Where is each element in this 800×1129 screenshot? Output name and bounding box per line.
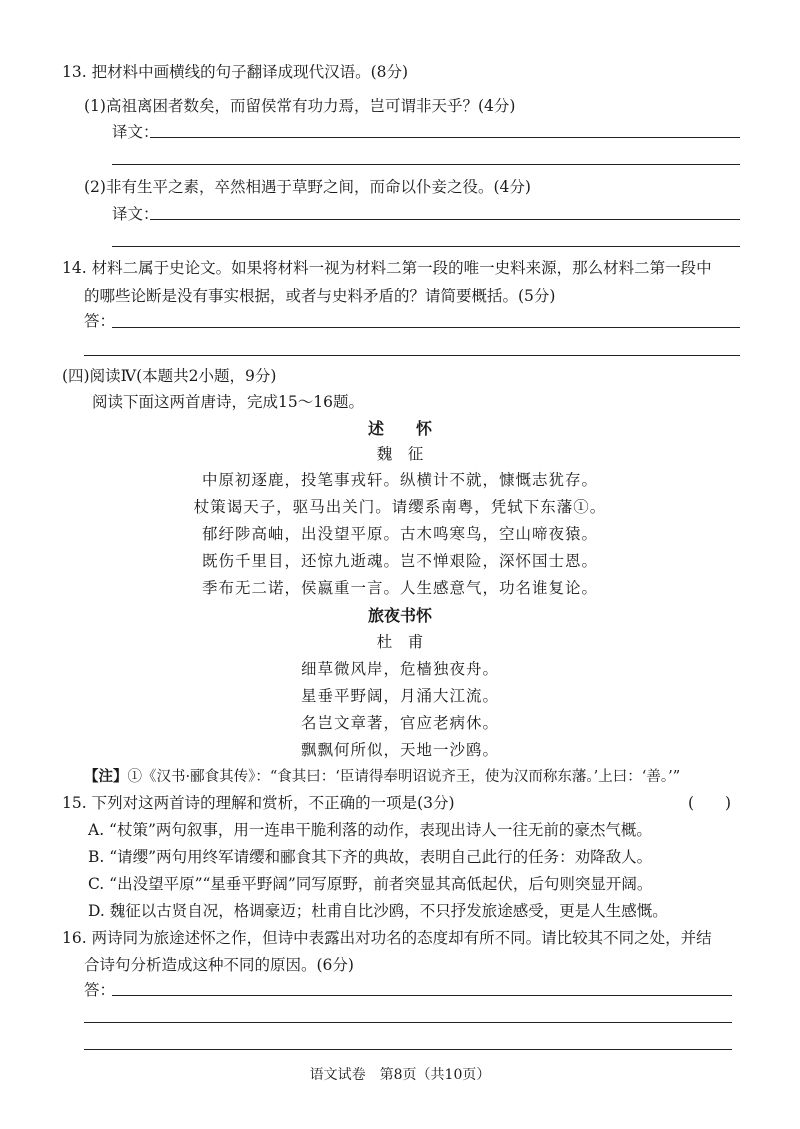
note-label: 【注】 bbox=[84, 768, 128, 785]
q16-stem-line2: 合诗句分析造成这种不同的原因。(6分) bbox=[84, 956, 354, 974]
q14-answer-line-1[interactable] bbox=[112, 327, 740, 328]
note bbox=[84, 765, 680, 786]
q13-part2-answer-line-2[interactable] bbox=[112, 246, 740, 247]
poem1-line-2: 杖策谒天子，驱马出关门。请缨系南粤，凭轼下东藩①。 bbox=[193, 498, 607, 516]
q15-option-a: A. “杖策”两句叙事，用一连串干脆利落的动作，表现出诗人一往无前的豪杰气概。 bbox=[88, 821, 652, 839]
poem2-line-3: 名岂文章著，官应老病休。 bbox=[300, 714, 499, 732]
q13-part2-answer-line-1[interactable] bbox=[150, 219, 740, 220]
q13-part2: (2)非有生平之素，卒然相遇于草野之间，而命以仆妾之役。(4分) bbox=[84, 178, 531, 196]
q16-answer-line-3[interactable] bbox=[84, 1049, 732, 1050]
q15-option-b: B. “请缨”两句用终军请缨和郦食其下齐的典故，表明自己此行的任务：劝降敌人。 bbox=[88, 848, 653, 866]
q15-answer-bracket[interactable]: ( ) bbox=[688, 794, 732, 812]
poem2-line-1: 细草微风岸，危樯独夜舟。 bbox=[300, 660, 499, 678]
poem1-line-4: 既伤千里目，还惊九逝魂。岂不惮艰险，深怀国士恩。 bbox=[201, 552, 598, 570]
q15-stem: 15. 下列对这两首诗的理解和赏析，不正确的一项是(3分) bbox=[62, 794, 455, 812]
poem2-line-2: 星垂平野阔，月涌大江流。 bbox=[300, 687, 499, 705]
q14-stem-line2: 的哪些论断是没有事实根据，或者与史料矛盾的？请简要概括。(5分) bbox=[84, 287, 556, 305]
q16-answer-line-2[interactable] bbox=[84, 1022, 732, 1023]
q16-answer-line-1[interactable] bbox=[112, 995, 732, 996]
poem2-author: 杜 甫 bbox=[376, 633, 424, 651]
q16-answer-label: 答： bbox=[84, 981, 116, 999]
q16-stem-line1: 16. 两诗同为旅途述怀之作，但诗中表露出对功名的态度却有所不同。请比较其不同之处，并结 bbox=[62, 929, 712, 947]
page-footer: 语文试卷 第8页（共10页） bbox=[309, 1067, 491, 1083]
q13-part1-answer-label: 译文： bbox=[112, 123, 159, 141]
q13-stem: 13. 把材料中画横线的句子翻译成现代汉语。(8分) bbox=[62, 63, 409, 81]
section4-instruction: 阅读下面这两首唐诗，完成15～16题。 bbox=[92, 393, 364, 411]
note-text: ①《汉书·郦食其传》：“食其曰：‘臣请得奉明诏说齐王，使为汉而称东藩。’上曰：‘善。’” bbox=[127, 769, 681, 785]
q13-part1: (1)高祖离困者数矣，而留侯常有功力焉，岂可谓非天乎？(4分) bbox=[84, 97, 516, 115]
q13-part1-answer-line-2[interactable] bbox=[112, 164, 740, 165]
q15-option-c: C. “出没望平原”“星垂平野阔”同写原野，前者突显其高低起伏，后句则突显开阔。 bbox=[88, 875, 653, 893]
q14-answer-label: 答： bbox=[84, 312, 116, 330]
poem1-line-3: 郁纡陟高岫，出没望平原。古木鸣寒鸟，空山啼夜猿。 bbox=[201, 525, 598, 543]
q13-part2-answer-label: 译文： bbox=[112, 205, 159, 223]
poem2-title: 旅夜书怀 bbox=[367, 606, 432, 625]
q15-option-d: D. 魏征以古贤自况，格调豪迈；杜甫自比沙鸥，不只抒发旅途感受，更是人生感慨。 bbox=[88, 902, 668, 920]
q14-answer-line-2[interactable] bbox=[84, 355, 740, 356]
poem2-line-4: 飘飘何所似，天地一沙鸥。 bbox=[300, 741, 499, 759]
poem1-title: 述 怀 bbox=[367, 419, 432, 438]
q13-part1-answer-line-1[interactable] bbox=[150, 137, 740, 138]
poem1-line-5: 季布无二诺，侯嬴重一言。人生感意气，功名谁复论。 bbox=[201, 579, 598, 597]
poem1-line-1: 中原初逐鹿，投笔事戎轩。纵横计不就，慷慨志犹存。 bbox=[201, 471, 598, 489]
q14-stem-line1: 14. 材料二属于史论文。如果将材料一视为材料二第一段的唯一史料来源，那么材料二第一段中 bbox=[62, 259, 712, 277]
poem1-author: 魏 征 bbox=[376, 445, 424, 463]
section4-heading: (四)阅读Ⅳ(本题共2小题，9分) bbox=[62, 367, 277, 385]
